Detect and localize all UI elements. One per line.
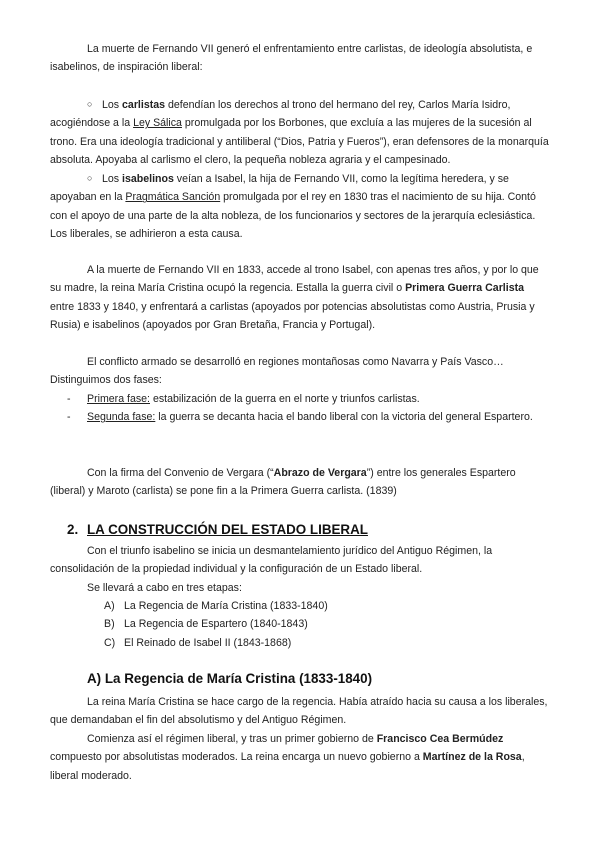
list-item-isabelinos: ○ Los isabelinos veían a Isabel, la hija de Fernando VII, como la legítima heredera, y se apoyaban en la Pragmática Sanción promulgada por el rey en 1830 tras el nacimiento de su hija. Contó con el apoyo de una parte de la alta nobleza, de los funcionarios y sectores de la jerarquía eclesiástica. Los liberales, se adhirieron a esta causa. [50,169,550,243]
subsection-heading: A) La Regencia de María Cristina (1833-1840) [87,671,373,686]
vergara-paragraph: Con la firma del Convenio de Vergara (“Abrazo de Vergara”) entre los generales Espartero (liberal) y Maroto (carlista) se pone fin a la Primera Guerra carlista. (1839) [50,467,516,498]
hollow-circle-bullet-icon: ○ [87,99,93,109]
fase-label: Primera fase: [87,393,150,405]
intro-paragraph: La muerte de Fernando VII generó el enfrentamiento entre carlistas, de ideología absolutista, e isabelinos, de inspiración liberal: [50,43,533,74]
triunfo-paragraph: Con el triunfo isabelino se inicia un desmantelamiento jurídico del Antiguo Régimen, la consolidación de la propiedad individual y la configuración de un Estado liberal. [50,545,493,576]
etapas-intro: Se llevará a cabo en tres etapas: [87,582,242,594]
list-item-fase-2: - Segunda fase: la guerra se decanta hacia el bando liberal con la victoria del general Espartero. [67,408,550,426]
dash-bullet: - [67,393,71,405]
factions-list [50,95,550,243]
section-heading: 2. LA CONSTRUCCIÓN DEL ESTADO LIBERAL [67,522,368,537]
list-item-etapa: C) El Reinado de Isabel II (1843-1868) [104,636,292,649]
list-item-fase-1: - Primera fase: estabilización de la guerra en el norte y triunfos carlistas. [67,390,550,408]
term-primera-guerra-carlista: Primera Guerra Carlista [405,282,525,295]
term-martinez-de-la-rosa: Martínez de la Rosa [422,751,522,764]
guerra-paragraph: A la muerte de Fernando VII en 1833, accede al trono Isabel, con apenas tres años, y por lo que su madre, la reina María Cristina ocupó la regencia. Estalla la guerra civil o Primera Guerra Carlista entre 1833 y 1840, y enfrentará a carlistas (apoyados por potencias absolutistas como Austria, Prusia y Rusia) e isabelinos (apoyados por Gran Bretaña, Francia y Portugal). [50,264,539,331]
fase-label: Segunda fase: [87,411,156,424]
regencia-paragraph-2: Comienza así el régimen liberal, y tras un primer gobierno de Francisco Cea Bermúdez compuesto por absolutistas moderados. La reina encarga un nuevo gobierno a Martínez de la Rosa, liberal moderado. [50,733,525,782]
list-item-etapa: B) La Regencia de Espartero (1840-1843) [104,618,308,631]
hollow-circle-bullet-icon: ○ [87,173,93,184]
etapas-list [104,597,504,652]
list-item-carlistas: ○ Los carlistas defendían los derechos al trono del hermano del rey, Carlos María Isidro, acogiéndose a la Ley Sálica promulgada por los Borbones, que excluía a las mujeres de la sucesión al trono. Era una ideología tradicional y antiliberal (“Dios, Patria y Fueros”), eran defensores de la monarquía absoluta. Apoyaba al carlismo el clero, la pequeña nobleza agraria y el campesinado. [50,95,550,169]
dash-bullet: - [67,411,71,424]
regencia-paragraph-1: La reina María Cristina se hace cargo de la regencia. Había atraído hacia su causa a los liberales, que demandaban el fin del absolutismo y del Antiguo Régimen. [50,696,548,727]
term-carlistas: carlistas [122,99,166,111]
term-isabelinos: isabelinos [122,173,174,186]
fases-list [67,390,550,427]
conflicto-paragraph: El conflicto armado se desarrolló en regiones montañosas como Navarra y País Vasco… Distinguimos dos fases: [50,356,504,387]
term-abrazo-de-vergara: Abrazo de Vergara [273,467,367,479]
term-cea-bermudez: Francisco Cea Bermúdez [376,733,504,745]
link-pragmatica-sancion[interactable]: Pragmática Sanción [125,191,221,204]
list-item-etapa: A) La Regencia de María Cristina (1833-1840) [104,600,328,612]
link-ley-salica[interactable]: Ley Sálica [133,117,182,130]
